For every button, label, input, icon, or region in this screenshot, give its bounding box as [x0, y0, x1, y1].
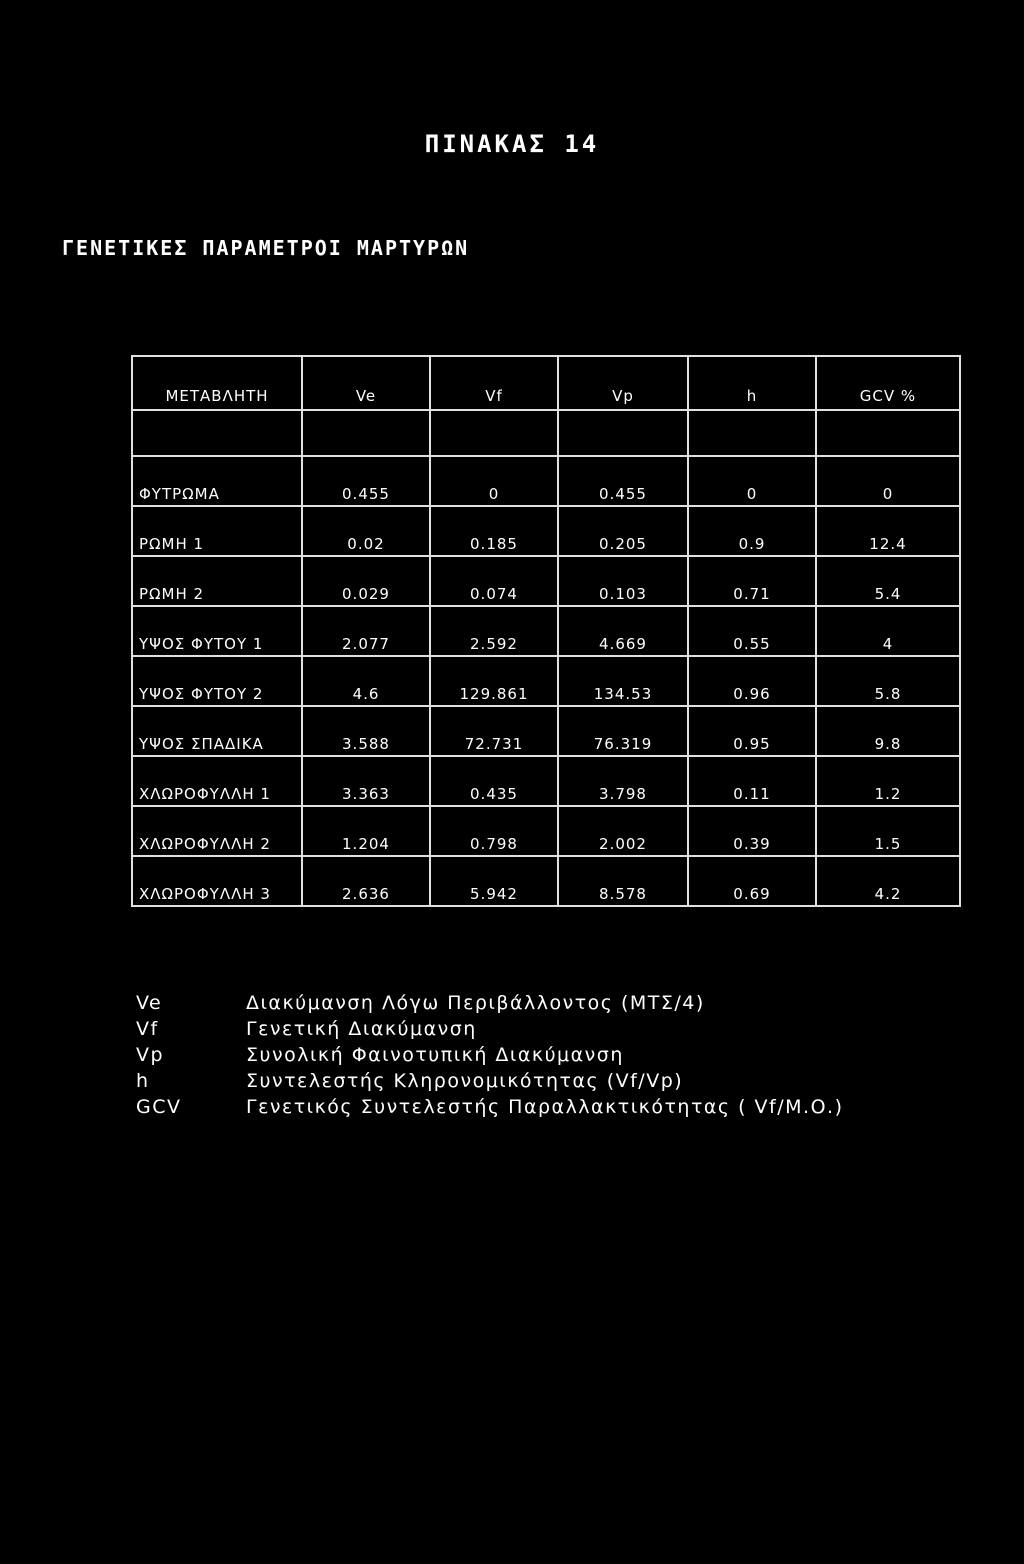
genetic-parameters-table: [131, 355, 961, 907]
table-cell: 0.103: [558, 556, 688, 606]
table-cell: 0.02: [302, 506, 430, 556]
table-row: [132, 606, 960, 656]
table-cell: 1.2: [816, 756, 960, 806]
table-cell: ΡΩΜΗ 1: [132, 506, 302, 556]
table-cell: 0.455: [558, 456, 688, 506]
table-row: [132, 656, 960, 706]
column-header: Ve: [302, 356, 430, 410]
table-cell: 2.636: [302, 856, 430, 906]
legend-abbreviation: h: [136, 1070, 150, 1092]
table-row: [132, 856, 960, 906]
table-cell: 0.69: [688, 856, 816, 906]
table-cell: 4.6: [302, 656, 430, 706]
table-cell: ΧΛΩΡΟΦΥΛΛΗ 1: [132, 756, 302, 806]
table-cell: ΡΩΜΗ 2: [132, 556, 302, 606]
table-cell: 129.861: [430, 656, 558, 706]
table-cell: 5.4: [816, 556, 960, 606]
legend-item: [136, 1042, 843, 1068]
legend-description: Γενετικός Συντελεστής Παραλλακτικότητας ( Vf/Μ.Ο.): [246, 1096, 844, 1118]
table-cell: 0.205: [558, 506, 688, 556]
table-row: [132, 506, 960, 556]
table-row: [132, 556, 960, 606]
legend-item: [136, 1068, 843, 1094]
table-cell: 4: [816, 606, 960, 656]
legend-description: Διακύμανση Λόγω Περιβάλλοντος (ΜΤΣ/4): [246, 992, 705, 1014]
legend-item: [136, 990, 843, 1016]
table-cell: ΥΨΟΣ ΦΥΤΟΥ 2: [132, 656, 302, 706]
table-cell: 8.578: [558, 856, 688, 906]
table-cell: 4.2: [816, 856, 960, 906]
table-cell: 0.11: [688, 756, 816, 806]
table-header-row: [132, 356, 960, 410]
table-cell: 0.074: [430, 556, 558, 606]
table-cell: 0.029: [302, 556, 430, 606]
table-cell: 0: [430, 456, 558, 506]
table-cell: 0.71: [688, 556, 816, 606]
table-row: [132, 706, 960, 756]
table-cell: ΧΛΩΡΟΦΥΛΛΗ 2: [132, 806, 302, 856]
table-cell: 12.4: [816, 506, 960, 556]
table-cell: 1.5: [816, 806, 960, 856]
legend-description: Συνολική Φαινοτυπική Διακύμανση: [246, 1044, 624, 1066]
table-cell: 0.455: [302, 456, 430, 506]
legend-item: [136, 1016, 843, 1042]
table-cell: 0.185: [430, 506, 558, 556]
table-cell: 0.39: [688, 806, 816, 856]
table-cell: 3.363: [302, 756, 430, 806]
column-header: Vf: [430, 356, 558, 410]
table-cell: 72.731: [430, 706, 558, 756]
table-cell: 1.204: [302, 806, 430, 856]
column-header: ΜΕΤΑΒΛΗΤΗ: [132, 356, 302, 410]
table-cell: ΦΥΤΡΩΜΑ: [132, 456, 302, 506]
table-cell: 0.96: [688, 656, 816, 706]
table-cell: 134.53: [558, 656, 688, 706]
legend-abbreviation: GCV: [136, 1096, 182, 1118]
legend-abbreviation: Ve: [136, 992, 163, 1014]
column-header: h: [688, 356, 816, 410]
table-row: [132, 456, 960, 506]
page-title: ΠΙΝΑΚΑΣ 14: [424, 130, 600, 158]
table-cell: 76.319: [558, 706, 688, 756]
legend-description: Γενετική Διακύμανση: [246, 1018, 477, 1040]
table-cell: 0.55: [688, 606, 816, 656]
column-header: Vp: [558, 356, 688, 410]
table-cell: 3.798: [558, 756, 688, 806]
legend-description: Συντελεστής Κληρονομικότητας (Vf/Vp): [246, 1070, 684, 1092]
table-cell: 4.669: [558, 606, 688, 656]
page-subtitle: ΓΕΝΕΤΙΚΕΣ ΠΑΡΑΜΕΤΡΟΙ ΜΑΡΤΥΡΩΝ: [62, 236, 470, 260]
table-cell: 9.8: [816, 706, 960, 756]
table-cell: 0.798: [430, 806, 558, 856]
legend-abbreviation: Vf: [136, 1018, 159, 1040]
table-cell: 0.9: [688, 506, 816, 556]
table-cell: ΥΨΟΣ ΣΠΑΔΙΚΑ: [132, 706, 302, 756]
table-cell: 2.002: [558, 806, 688, 856]
legend-item: [136, 1094, 843, 1120]
table-cell: 0.435: [430, 756, 558, 806]
table-cell: 5.8: [816, 656, 960, 706]
legend-abbreviation: Vp: [136, 1044, 165, 1066]
table-spacer-row: [132, 410, 960, 456]
table-cell: 2.592: [430, 606, 558, 656]
table-cell: 0: [816, 456, 960, 506]
table-cell: ΥΨΟΣ ΦΥΤΟΥ 1: [132, 606, 302, 656]
table-cell: 2.077: [302, 606, 430, 656]
table-cell: 0.95: [688, 706, 816, 756]
column-header: GCV %: [816, 356, 960, 410]
table-row: [132, 756, 960, 806]
table-cell: 0: [688, 456, 816, 506]
table-cell: ΧΛΩΡΟΦΥΛΛΗ 3: [132, 856, 302, 906]
table-row: [132, 806, 960, 856]
table-cell: 3.588: [302, 706, 430, 756]
abbreviation-legend: [136, 990, 843, 1120]
table-cell: 5.942: [430, 856, 558, 906]
